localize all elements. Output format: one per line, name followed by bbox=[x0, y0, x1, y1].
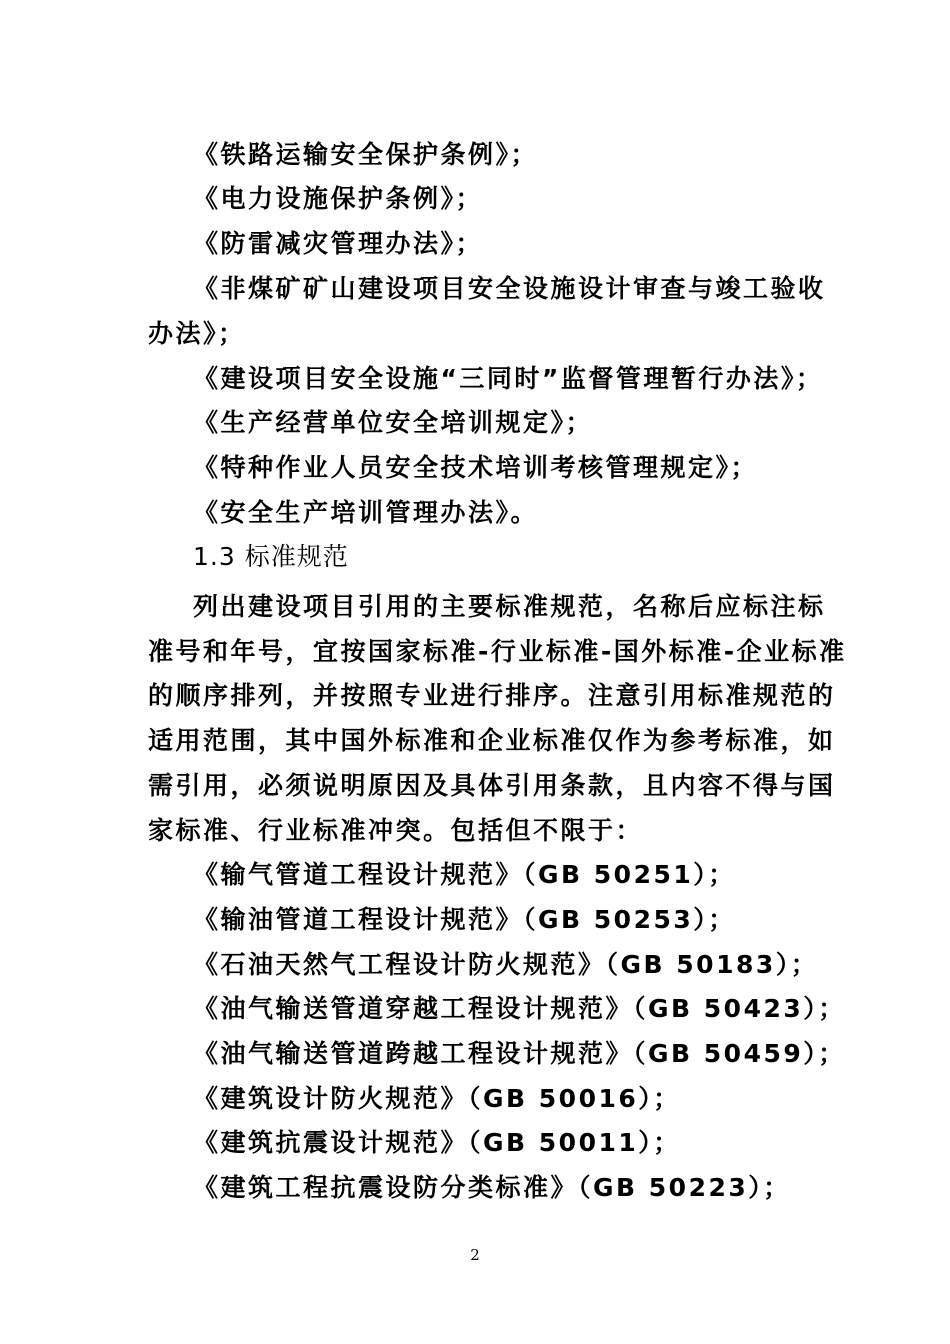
regulation-item: 《非煤矿矿山建设项目安全设施设计审查与竣工验收 bbox=[193, 274, 826, 303]
paragraph-line: 准号和年号，宜按国家标准-行业标准-国外标准-企业标准 bbox=[148, 637, 847, 666]
standard-item: 《输油管道工程设计规范》（GB 50253）； bbox=[193, 905, 736, 934]
standard-item: 《石油天然气工程设计防火规范》（GB 50183）； bbox=[193, 950, 819, 979]
regulation-item: 《电力设施保护条例》； bbox=[193, 184, 484, 213]
page-number: 2 bbox=[470, 1246, 480, 1264]
standard-item: 《建筑抗震设计规范》（GB 50011）； bbox=[193, 1128, 681, 1157]
paragraph-line: 需引用，必须说明原因及具体引用条款，且内容不得与国 bbox=[148, 771, 836, 800]
regulation-item: 《建设项目安全设施“三同时”监督管理暂行办法》； bbox=[193, 364, 824, 393]
regulation-item: 《防雷减灾管理办法》； bbox=[193, 229, 484, 258]
paragraph-line: 的顺序排列，并按照专业进行排序。注意引用标准规范的 bbox=[148, 681, 836, 710]
standard-item: 《输气管道工程设计规范》（GB 50251）； bbox=[193, 860, 736, 889]
regulation-item: 《安全生产培训管理办法》。 bbox=[193, 498, 539, 527]
paragraph-line: 适用范围，其中国外标准和企业标准仅作为参考标准，如 bbox=[148, 726, 836, 755]
paragraph-line: 家标准、行业标准冲突。包括但不限于： bbox=[148, 816, 644, 845]
paragraph-line: 列出建设项目引用的主要标准规范，名称后应标注标 bbox=[193, 592, 826, 621]
regulation-item: 《铁路运输安全保护条例》； bbox=[193, 140, 539, 169]
standard-item: 《油气输送管道跨越工程设计规范》（GB 50459）； bbox=[193, 1039, 846, 1068]
regulation-item-continued: 办法》； bbox=[148, 319, 246, 348]
regulation-item: 《特种作业人员安全技术培训考核管理规定》； bbox=[193, 453, 759, 482]
standard-item: 《油气输送管道穿越工程设计规范》（GB 50423）； bbox=[193, 994, 846, 1023]
section-heading: 1.3 标准规范 bbox=[193, 542, 349, 571]
standard-item: 《建筑设计防火规范》（GB 50016）； bbox=[193, 1084, 681, 1113]
regulation-item: 《生产经营单位安全培训规定》； bbox=[193, 408, 594, 437]
standard-item: 《建筑工程抗震设防分类标准》（GB 50223）； bbox=[193, 1173, 791, 1202]
